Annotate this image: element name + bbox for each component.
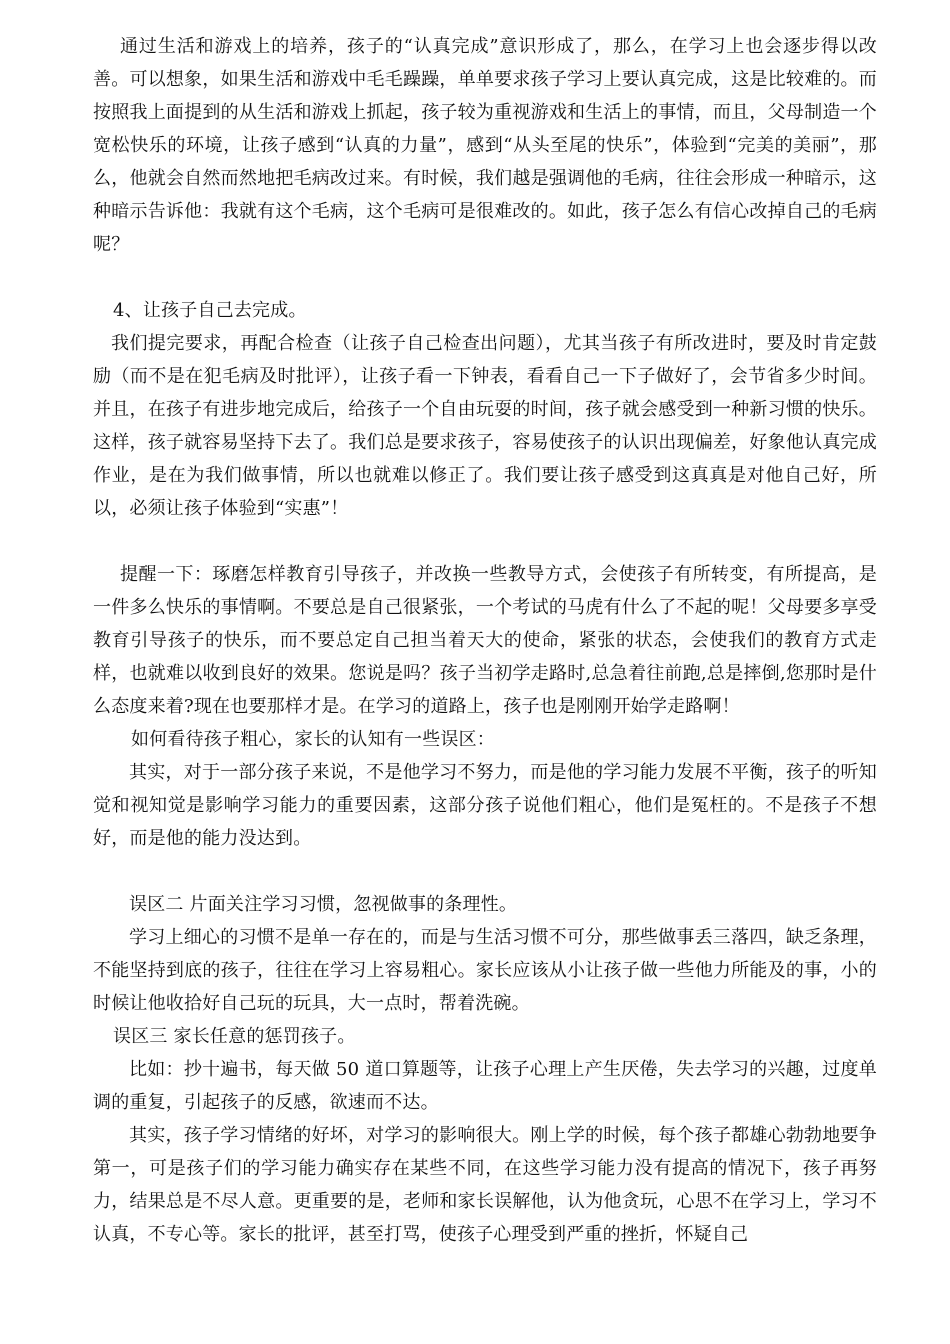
paragraph-2-heading: 4、让孩子自己去完成。: [113, 300, 307, 321]
paragraph-8: 比如：抄十遍书，每天做 50 道口算题等，让孩子心理上产生厌倦，失去学习的兴趣，过度单调的重复，引起孩子的反感，欲速而不达。: [93, 1059, 877, 1113]
paragraph-3: 我们提完要求，再配合检查（让孩子自己检查出问题），尤其当孩子有所改进时，要及时肯定鼓励（而不是在犯毛病及时批评），让孩子看一下钟表，看看自己一下子做好了，会节省多少时间。并且，在孩子有进步地完成后，给孩子一个自由玩耍的时间，孩子就会感受到一种新习惯的快乐。这样，孩子就容易坚持下去了。我们总是要求孩子，容易使孩子的认识出现偏差，好象他认真完成作业，是在为我们做事情，所以也就难以修正了。我们要让孩子感受到这真真是对他自己好，所以，必须让孩子体验到“实惠”！: [93, 333, 877, 519]
section-heading-misconception-3: 误区三 家长任意的惩罚孩子。: [113, 1026, 356, 1047]
paragraph-6: 其实，对于一部分孩子来说，不是他学习不努力，而是他的学习能力发展不平衡，孩子的听知觉和视知觉是影响学习能力的重要因素，这部分孩子说他们粗心，他们是冤枉的。不是孩子不想好，而是他的能力没达到。: [93, 762, 877, 849]
paragraph-9: 其实，孩子学习情绪的好坏，对学习的影响很大。刚上学的时候，每个孩子都雄心勃勃地要争第一，可是孩子们的学习能力确实存在某些不同，在这些学习能力没有提高的情况下，孩子再努力，结果总是不尽人意。更重要的是，老师和家长误解他，认为他贪玩，心思不在学习上，学习不认真，不专心等。家长的批评，甚至打骂，使孩子心理受到严重的挫折，怀疑自己: [93, 1125, 877, 1245]
section-heading-misconception-2: 误区二 片面关注学习习惯，忽视做事的条理性。: [129, 894, 518, 915]
paragraph-4: 提醒一下：琢磨怎样教育引导孩子，并改换一些教导方式，会使孩子有所转变，有所提高，是一件多么快乐的事情啊。不要总是自己很紧张，一个考试的马虎有什么了不起的呢！父母要多享受教育引导孩子的快乐，而不要总定自己担当着天大的使命，紧张的状态，会使我们的教育方式走样，也就难以收到良好的效果。您说是吗？孩子当初学走路时,总急着往前跑,总是摔倒,您那时是什么态度来着?现在也要那样才是。在学习的道路上，孩子也是刚刚开始学走路啊！: [93, 564, 877, 717]
paragraph-1: 通过生活和游戏上的培养，孩子的“认真完成”意识形成了，那么，在学习上也会逐步得以改善。可以想象，如果生活和游戏中毛毛躁躁，单单要求孩子学习上要认真完成，这是比较难的。而按照我上面提到的从生活和游戏上抓起，孩子较为重视游戏和生活上的事情，而且，父母制造一个宽松快乐的环境，让孩子感到“认真的力量”，感到“从头至尾的快乐”，体验到“完美的美丽”，那么，他就会自然而然地把毛病改过来。有时候，我们越是强调他的毛病，往往会形成一种暗示，这种暗示告诉他：我就有这个毛病，这个毛病可是很难改的。如此，孩子怎么有信心改掉自己的毛病呢？: [93, 36, 877, 255]
paragraph-7: 学习上细心的习惯不是单一存在的，而是与生活习惯不可分，那些做事丢三落四，缺乏条理，不能坚持到底的孩子，往往在学习上容易粗心。家长应该从小让孩子做一些他力所能及的事，小的时候让他收拾好自己玩的玩具，大一点时，帮着洗碗。: [93, 927, 877, 1014]
paragraph-5: 如何看待孩子粗心，家长的认知有一些误区：: [131, 729, 495, 750]
